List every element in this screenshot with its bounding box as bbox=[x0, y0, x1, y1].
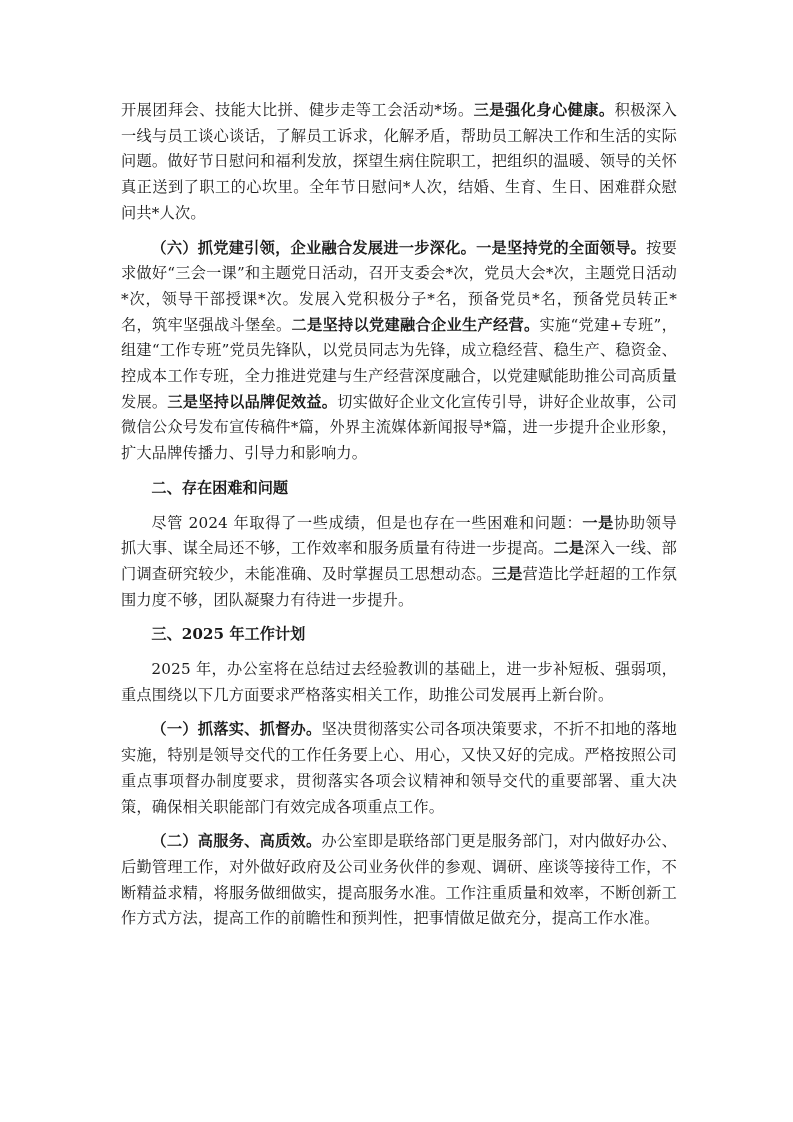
bold-run: （二）高服务、高质效。 bbox=[151, 832, 322, 851]
paragraph-plan-item-1 bbox=[121, 717, 677, 820]
bold-run: 二是 bbox=[553, 539, 585, 558]
bold-run: 一是 bbox=[582, 513, 615, 532]
text-run: 开展团拜会、技能大比拼、健步走等工会活动*场。 bbox=[121, 101, 474, 119]
bold-run: （六）抓党建引领，企业融合发展进一步深化。一是坚持党的全面领导。 bbox=[151, 238, 647, 257]
bold-run: 二是坚持以党建融合企业生产经营。 bbox=[291, 315, 540, 334]
section-heading-plan-2025 bbox=[121, 622, 677, 648]
text-run: 营造比学赶超的工作氛围力度不够，团队凝聚力有待进一步提升。 bbox=[121, 564, 678, 609]
bold-run: （一）抓落实、抓督办。 bbox=[151, 720, 322, 739]
text-run: 切实做好企业文化宣传引导，讲好企业故事，公司微信公众号发布宣传稿件*篇，外界主流媒体新闻报导*篇，进一步提升企业形象，扩大品牌传播力、引导力和影响力。 bbox=[121, 392, 677, 463]
text-run: 2025 年，办公室将在总结过去经验教训的基础上，进一步补短板、强弱项，重点围绕以下几方面要求严格落实相关工作，助推公司发展再上新台阶。 bbox=[121, 660, 677, 704]
text-run: 实施“党建+专班”，组建“工作专班”党员先锋队，以党员同志为先锋，成立稳经营、稳生产、稳资金、控成本工作专班，全力推进党建与生产经营深度融合，以党建赋能助推公司高质量发展。 bbox=[121, 315, 678, 411]
document-page bbox=[121, 98, 677, 941]
text-run: 深入一线、部门调查研究较少，未能准确、及时掌握员工思想动态。 bbox=[121, 539, 678, 583]
paragraph-party-building bbox=[121, 236, 677, 467]
bold-run: 三是强化身心健康。 bbox=[473, 101, 615, 119]
paragraph-problems bbox=[121, 511, 677, 614]
bold-run: 三是 bbox=[491, 564, 523, 583]
heading-text: 三、2025 年工作计划 bbox=[151, 625, 306, 644]
text-run: 坚决贯彻落实公司各项决策要求，不折不扣地的落地实施，特别是领导交代的工作任务要上心、用心，又快又好的完成。严格按照公司重点事项督办制度要求，贯彻落实各项会议精神和领导交代的重要部署、重大决策，确保相关职能部门有效完成各项重点工作。 bbox=[121, 720, 677, 816]
paragraph-plan-item-2 bbox=[121, 829, 677, 932]
paragraph-union-activities bbox=[121, 98, 677, 227]
text-run: 按要求做好“三会一课”和主题党日活动，召开支委会*次，党员大会*次，主题党日活动*次，领导干部授课*次。发展入党积极分子*名，预备党员*名，预备党员转正*名，筑牢坚强战斗堡垒。 bbox=[121, 238, 677, 334]
text-run: 积极深入一线与员工谈心谈话，了解员工诉求，化解矛盾，帮助员工解决工作和生活的实际问题。做好节日慰问和福利发放，探望生病住院职工，把组织的温暖、领导的关怀真正送到了职工的心坎里。全年节日慰问*人次，结婚、生育、生日、困难群众慰问共*人次。 bbox=[121, 101, 677, 222]
section-heading-problems bbox=[121, 476, 677, 502]
text-run: 协助领导抓大事、谋全局还不够，工作效率和服务质量有待进一步提高。 bbox=[121, 513, 677, 558]
text-run: 办公室即是联络部门更是服务部门，对内做好办公、后勤管理工作，对外做好政府及公司业务伙伴的参观、调研、座谈等接待工作，不断精益求精，将服务做细做实，提高服务水准。工作注重质量和效率，不断创新工作方式方法，提高工作的前瞻性和预判性，把事情做足做充分，提高工作水准。 bbox=[121, 832, 677, 928]
paragraph-plan-intro bbox=[121, 657, 677, 708]
bold-run: 三是坚持以品牌促效益。 bbox=[167, 392, 338, 411]
heading-text: 二、存在困难和问题 bbox=[151, 478, 289, 497]
text-run: 尽管 2024 年取得了一些成绩，但是也存在一些困难和问题： bbox=[151, 513, 583, 532]
